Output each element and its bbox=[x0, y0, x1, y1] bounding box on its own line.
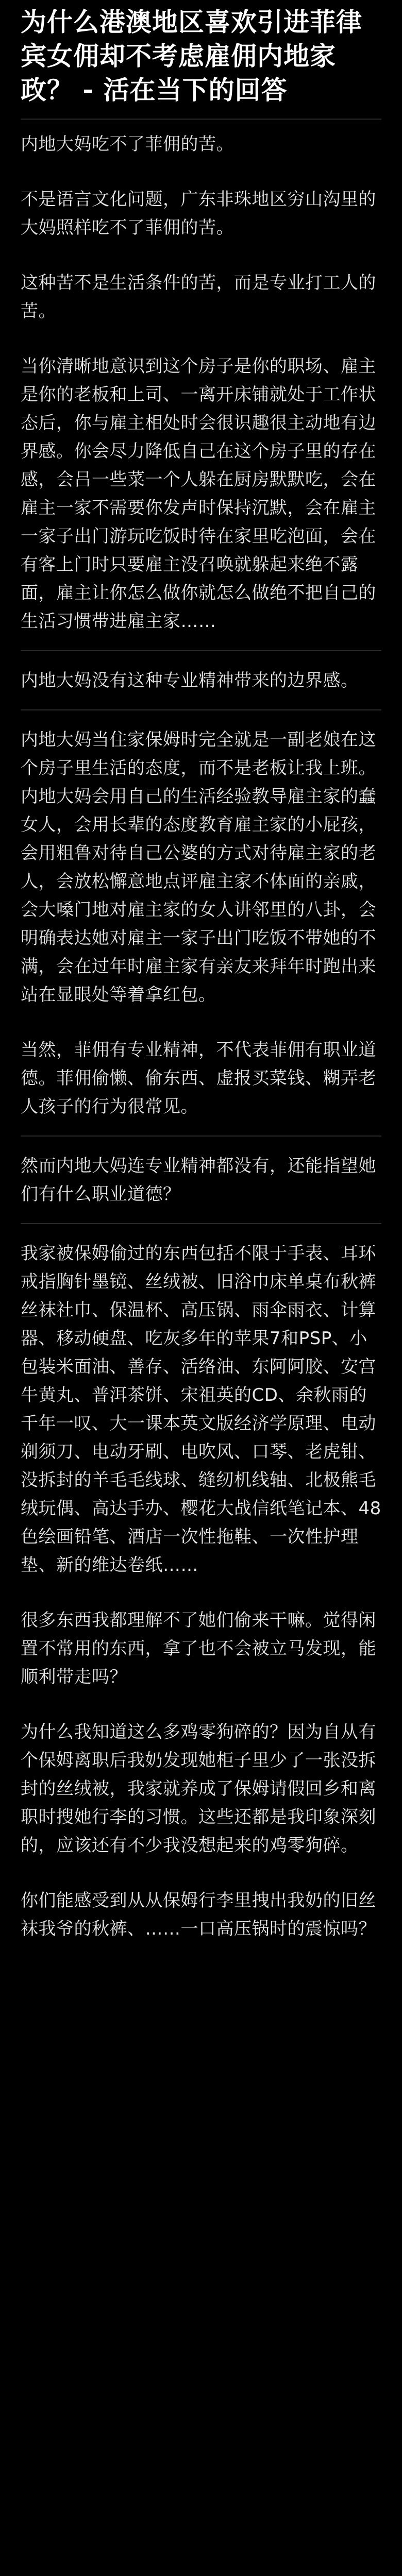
paragraph: 你们能感受到从从保姆行李里拽出我奶的旧丝袜我爷的秋裤、……一口高压锅时的震惊吗？ bbox=[21, 1890, 376, 1939]
paragraph-gap bbox=[21, 326, 381, 352]
paragraph-gap bbox=[21, 242, 381, 269]
paragraph: 这种苦不是生活条件的苦，而是专业打工人的苦。 bbox=[21, 273, 376, 321]
paragraph-gap bbox=[21, 1580, 381, 1606]
paragraph: 当然，菲佣有专业精神，不代表菲佣有职业道德。菲佣偷懒、偷东西、虚报买菜钱、糊弄老人孩子的行为很常见。 bbox=[21, 1040, 376, 1117]
section-separator bbox=[21, 1136, 381, 1137]
paragraph: 内地大妈吃不了菲佣的苦。 bbox=[21, 134, 234, 155]
paragraph: 不是语言文化问题，广东非珠地区穷山沟里的大妈照样吃不了菲佣的苦。 bbox=[21, 189, 376, 238]
answer-body bbox=[21, 130, 381, 1943]
section-separator bbox=[21, 650, 381, 651]
paragraph-gap bbox=[21, 1009, 381, 1036]
paragraph: 很多东西我都理解不了她们偷来干嘛。觉得闲置不常用的东西，拿了也不会被立马发现，能顺利带走吗？ bbox=[21, 1610, 376, 1687]
page-title: 为什么港澳地区喜欢引进菲律宾女佣却不考虑雇佣内地家政？ - 活在当下的回答 bbox=[21, 7, 362, 105]
section-separator bbox=[21, 709, 381, 710]
paragraph: 然而内地大妈连专业精神都没有，还能指望她们有什么职业道德？ bbox=[21, 1156, 376, 1205]
paragraph: 当你清晰地意识到这个房子是你的职场、雇主是你的老板和上司、一离开床铺就处于工作状态后，你与雇主相处时会很识趣很主动地有边界感。你会尽力降低自己在这个房子里的存在感，会吕一些菜一个人躲在厨房默默吃，会在雇主一家不需要你发声时保持沉默，会在雇主一家子出门游玩吃饭时待在家里吃泡面，会在有客上门时只要雇主没召唤就躲起来绝不露面，雇主让你怎么做你就怎么做绝不把自己的生活习惯带进雇主家…… bbox=[21, 356, 376, 632]
paragraph: 内地大妈没有这种专业精神带来的边界感。 bbox=[21, 670, 359, 691]
paragraph: 为什么我知道这么多鸡零狗碎的？因为自从有个保姆离职后我奶发现她柜子里少了一张没拆封的丝绒被，我家就养成了保姆请假回乡和离职时搜她行李的习惯。这些还都是我印象深刻的，应该还有不少我没想起来的鸡零狗碎。 bbox=[21, 1722, 376, 1856]
paragraph-gap bbox=[21, 1860, 381, 1887]
paragraph-gap bbox=[21, 159, 381, 185]
section-separator bbox=[21, 1223, 381, 1224]
paragraph-gap bbox=[21, 1691, 381, 1718]
paragraph: 我家被保姆偷过的东西包括不限于手表、耳环戒指胸针墨镜、丝绒被、旧浴巾床单桌布秋裤丝袜社巾、保温杯、高压锅、雨伞雨衣、计算器、移动硬盘、吃灰多年的苹果7和PSP、小包装米面油、善存、活络油、东阿阿胶、安宫牛黄丸、普洱茶饼、宋祖英的CD、余秋雨的千年一叹、大一课本英文版经济学原理、电动剃须刀、电动牙刷、电吹风、口琴、老虎钳、没拆封的羊毛毛线球、缝纫机线轴、北极熊毛绒玩偶、高达手办、樱花大战信纸笔记本、48色绘画铅笔、酒店一次性拖鞋、一次性护理垫、新的维达卷纸…… bbox=[21, 1243, 381, 1575]
paragraph: 内地大妈当住家保姆时完全就是一副老娘在这个房子里生活的态度，而不是老板让我上班。内地大妈会用自己的生活经验教导雇主家的蠢女人，会用长辈的态度教育雇主家的小屁孩，会用粗鲁对待自己公婆的方式对待雇主家的老人，会放松懈意地点评雇主家不体面的亲戚，会大嗓门地对雇主家的女人讲邻里的八卦，会明确表达她对雇主一家子出门吃饭不带她的不满，会在过年时雇主家有亲友来拜年时跑出来站在显眼处等着拿红包。 bbox=[21, 730, 376, 1005]
title-divider bbox=[21, 118, 381, 120]
